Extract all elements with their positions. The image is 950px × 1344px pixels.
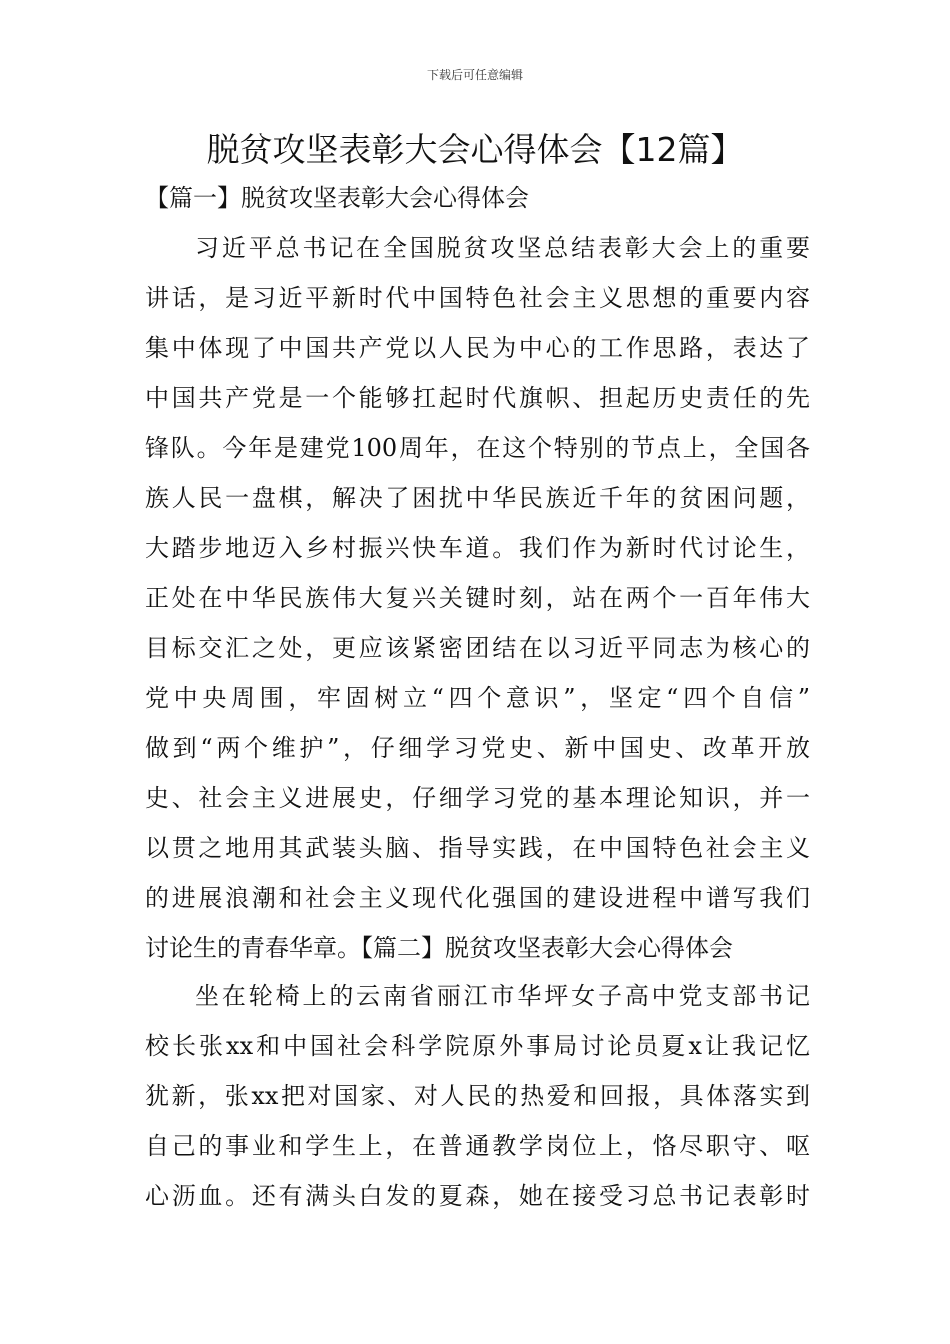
document-title: 脱贫攻坚表彰大会心得体会【12篇】 xyxy=(206,130,744,169)
paragraph-line: 讨论生的青春华章。【篇二】脱贫攻坚表彰大会心得体会 xyxy=(145,934,733,962)
paragraph-line: 以贯之地用其武装头脑、指导实践，在中国特色社会主义 xyxy=(145,834,810,862)
paragraph-line: 锋队。今年是建党100周年，在这个特别的节点上，全国各 xyxy=(145,434,810,462)
paragraph-line: 史、社会主义进展史，仔细学习党的基本理论知识，并一 xyxy=(145,784,810,812)
paragraph-line: 集中体现了中国共产党以人民为中心的工作思路，表达了 xyxy=(145,334,810,362)
paragraph-line: 讲话，是习近平新时代中国特色社会主义思想的重要内容 xyxy=(145,284,810,312)
paragraph-line: 目标交汇之处，更应该紧密团结在以习近平同志为核心的 xyxy=(145,634,810,662)
paragraph-line: 中国共产党是一个能够扛起时代旗帜、担起历史责任的先 xyxy=(145,384,810,412)
section-heading: 【篇一】脱贫攻坚表彰大会心得体会 xyxy=(145,184,529,212)
paragraph-line: 校长张xx和中国社会科学院原外事局讨论员夏x让我记忆 xyxy=(145,1032,810,1060)
paragraph-line: 心沥血。还有满头白发的夏森，她在接受习总书记表彰时 xyxy=(145,1182,810,1210)
paragraph-line: 大踏步地迈入乡村振兴快车道。我们作为新时代讨论生， xyxy=(145,534,810,562)
header-note: 下载后可任意编辑 xyxy=(426,68,523,82)
paragraph-line: 犹新，张xx把对国家、对人民的热爱和回报，具体落实到 xyxy=(145,1082,810,1110)
paragraph-2 xyxy=(145,971,810,1221)
paragraph-line: 族人民一盘棋，解决了困扰中华民族近千年的贫困问题， xyxy=(145,484,810,512)
paragraph-line: 习近平总书记在全国脱贫攻坚总结表彰大会上的重要 xyxy=(195,234,810,262)
paragraph-line: 的进展浪潮和社会主义现代化强国的建设进程中谱写我们 xyxy=(145,884,810,912)
paragraph-line: 党中央周围，牢固树立“四个意识”，坚定“四个自信” xyxy=(145,684,810,712)
paragraph-line: 坐在轮椅上的云南省丽江市华坪女子高中党支部书记 xyxy=(195,982,810,1010)
paragraph-line: 正处在中华民族伟大复兴关键时刻，站在两个一百年伟大 xyxy=(145,584,810,612)
paragraph-line: 做到“两个维护”，仔细学习党史、新中国史、改革开放 xyxy=(145,734,810,762)
paragraph-1 xyxy=(145,223,810,973)
paragraph-line: 自己的事业和学生上，在普通教学岗位上，恪尽职守、呕 xyxy=(145,1132,810,1160)
